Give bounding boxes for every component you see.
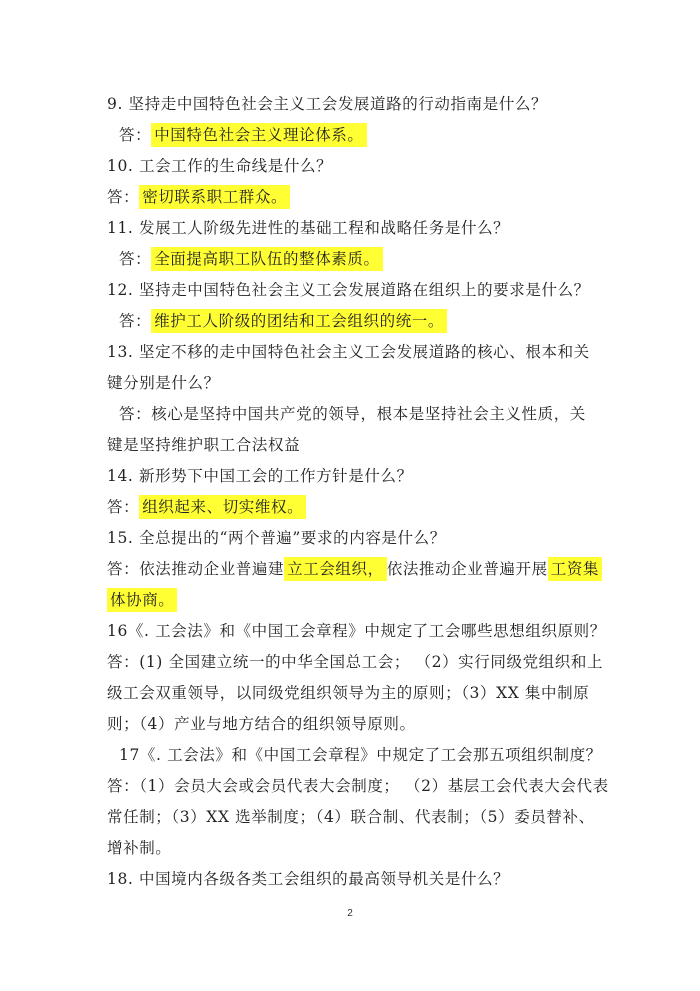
answer-prefix: 答： — [107, 188, 140, 206]
highlighted-answer: 中国特色社会主义理论体系。 — [151, 123, 366, 147]
answer-9 — [119, 124, 367, 146]
answer-12 — [119, 310, 447, 332]
question-18: 18. 中国境内各级各类工会组织的最高领导机关是什么？ — [107, 870, 510, 888]
answer-13-line-1: 答：核心是坚持中国共产党的领导，根本是坚持社会主义性质，关 — [119, 405, 586, 423]
question-13-line-2: 键分别是什么？ — [107, 374, 220, 392]
question-16: 16《. 工会法》和《中国工会章程》中规定了工会哪些思想组织原则？ — [107, 622, 606, 640]
answer-text: 答：依法推动企业普遍建 — [107, 560, 285, 578]
answer-11 — [119, 248, 383, 270]
question-12: 12. 坚持走中国特色社会主义工会发展道路在组织上的要求是什么？ — [107, 281, 590, 299]
answer-16-line-1: 答：(1) 全国建立统一的中华全国总工会； （2）实行同级党组织和上 — [107, 653, 604, 671]
highlighted-answer: 维护工人阶级的团结和工会组织的统一。 — [151, 309, 447, 333]
answer-prefix: 答： — [107, 498, 140, 516]
answer-prefix: 答： — [119, 312, 152, 330]
answer-16-line-3: 则；（4）产业与地方结合的组织领导原则。 — [107, 715, 416, 733]
question-9: 9. 坚持走中国特色社会主义工会发展道路的行动指南是什么？ — [107, 95, 548, 113]
page-number: 2 — [347, 908, 353, 919]
question-10: 10. 工会工作的生命线是什么？ — [107, 157, 333, 175]
highlighted-answer: 组织起来、切实维权。 — [139, 495, 306, 519]
highlighted-answer: 立工会组织， — [284, 557, 387, 581]
answer-15-line-2 — [107, 589, 177, 611]
highlighted-answer: 全面提高职工队伍的整体素质。 — [151, 247, 382, 271]
answer-prefix: 答： — [119, 250, 152, 268]
answer-16-line-2: 级工会双重领导，以同级党组织领导为主的原则；（3）XX 集中制原 — [107, 684, 590, 702]
answer-17-line-1: 答：（1）会员大会或会员代表大会制度； （2）基层工会代表大会代表 — [107, 777, 609, 795]
answer-prefix: 答： — [119, 126, 152, 144]
highlighted-answer: 体协商。 — [107, 588, 177, 612]
answer-15-line-1 — [107, 558, 602, 580]
question-13-line-1: 13. 坚定不移的走中国特色社会主义工会发展道路的核心、根本和关 — [107, 343, 590, 361]
highlighted-answer: 密切联系职工群众。 — [139, 185, 290, 209]
answer-17-line-3: 增补制。 — [107, 839, 172, 857]
answer-14 — [107, 496, 306, 518]
answer-17-line-2: 常任制；（3）XX 选举制度；（4）联合制、代表制；（5）委员替补、 — [107, 808, 595, 826]
question-15: 15. 全总提出的“两个普遍”要求的内容是什么？ — [107, 529, 446, 547]
highlighted-answer: 工资集 — [548, 557, 602, 581]
question-14: 14. 新形势下中国工会的工作方针是什么？ — [107, 467, 413, 485]
question-17: 17《. 工会法》和《中国工会章程》中规定了工会那五项组织制度？ — [119, 746, 602, 764]
answer-text: 依法推动企业普遍开展 — [386, 560, 548, 578]
answer-13-line-2: 键是坚持维护职工合法权益 — [107, 436, 301, 454]
answer-10 — [107, 186, 290, 208]
question-11: 11. 发展工人阶级先进性的基础工程和战略任务是什么？ — [107, 219, 510, 237]
